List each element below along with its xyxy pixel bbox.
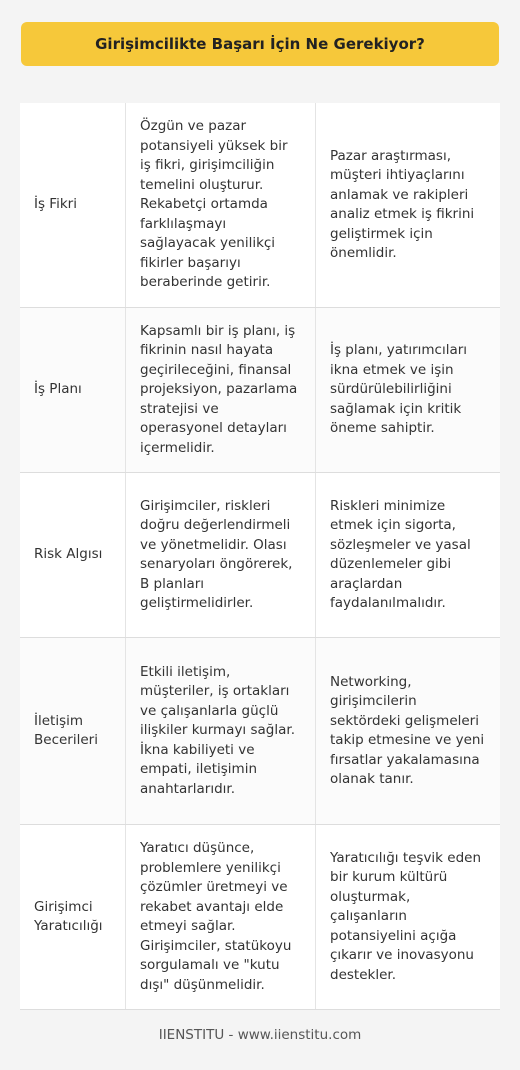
topic-cell: İş Fikri bbox=[34, 196, 77, 213]
note-cell: Pazar araştırması, müşteri ihtiyaçlarını anlamak ve rakipleri analiz etmek iş fikrini geliştirmek için önemlidir. bbox=[315, 103, 500, 307]
note-cell: Yaratıcılığı teşvik eden bir kurum kültürü oluşturmak, çalışanların potansiyelini açığa çıkarır ve inovasyonu destekler. bbox=[315, 825, 500, 1009]
topic-cell: Girişimci Yaratıcılığı bbox=[34, 898, 103, 934]
note-cell: İş planı, yatırımcıları ikna etmek ve işin sürdürülebilirliğini sağlamak için kritik öneme sahiptir. bbox=[315, 308, 500, 472]
topic-cell: İş Planı bbox=[34, 381, 82, 398]
table-row bbox=[20, 825, 500, 1010]
footer-text: IIENSTITU - www.iienstitu.com bbox=[158, 1027, 362, 1043]
note-cell: Networking, girişimcilerin sektördeki gelişmeleri takip etmesine ve yeni fırsatlar yakalamasına olanak tanır. bbox=[315, 638, 500, 824]
description-cell: Etkili iletişim, müşteriler, iş ortakları ve çalışanlarla güçlü ilişkiler kurmayı sağlar. İkna kabiliyeti ve empati, iletişimin anahtarlarıdır. bbox=[125, 638, 315, 824]
topic-cell: Risk Algısı bbox=[34, 546, 103, 563]
description-cell: Yaratıcı düşünce, problemlere yenilikçi çözümler üretmeyi ve rekabet avantajı elde etmeyi sağlar. Girişimciler, statükoyu sorgulamalı ve "kutu dışı" düşünmelidir. bbox=[125, 825, 315, 1009]
description-cell: Özgün ve pazar potansiyeli yüksek bir iş fikri, girişimciliğin temelini oluşturur. Rekabetçi ortamda farklılaşmayı sağlayacak yenilikçi fikirler başarıyı beraberinde getirir. bbox=[125, 103, 315, 307]
info-table bbox=[20, 103, 500, 1010]
description-cell: Girişimciler, riskleri doğru değerlendirmeli ve yönetmelidir. Olası senaryoları öngörerek, B planları geliştirmelidirler. bbox=[125, 473, 315, 637]
page-title: Girişimcilikte Başarı İçin Ne Gerekiyor? bbox=[21, 22, 499, 66]
table-row bbox=[20, 308, 500, 473]
topic-cell: İletişim Becerileri bbox=[34, 712, 98, 748]
table-row bbox=[20, 103, 500, 308]
note-cell: Riskleri minimize etmek için sigorta, sözleşmeler ve yasal düzenlemeler gibi araçlardan faydalanılmalıdır. bbox=[315, 473, 500, 637]
table-row bbox=[20, 638, 500, 825]
description-cell: Kapsamlı bir iş planı, iş fikrinin nasıl hayata geçirileceğini, finansal projeksiyon, pazarlama stratejisi ve operasyonel detayları içermelidir. bbox=[125, 308, 315, 472]
table-row bbox=[20, 473, 500, 638]
